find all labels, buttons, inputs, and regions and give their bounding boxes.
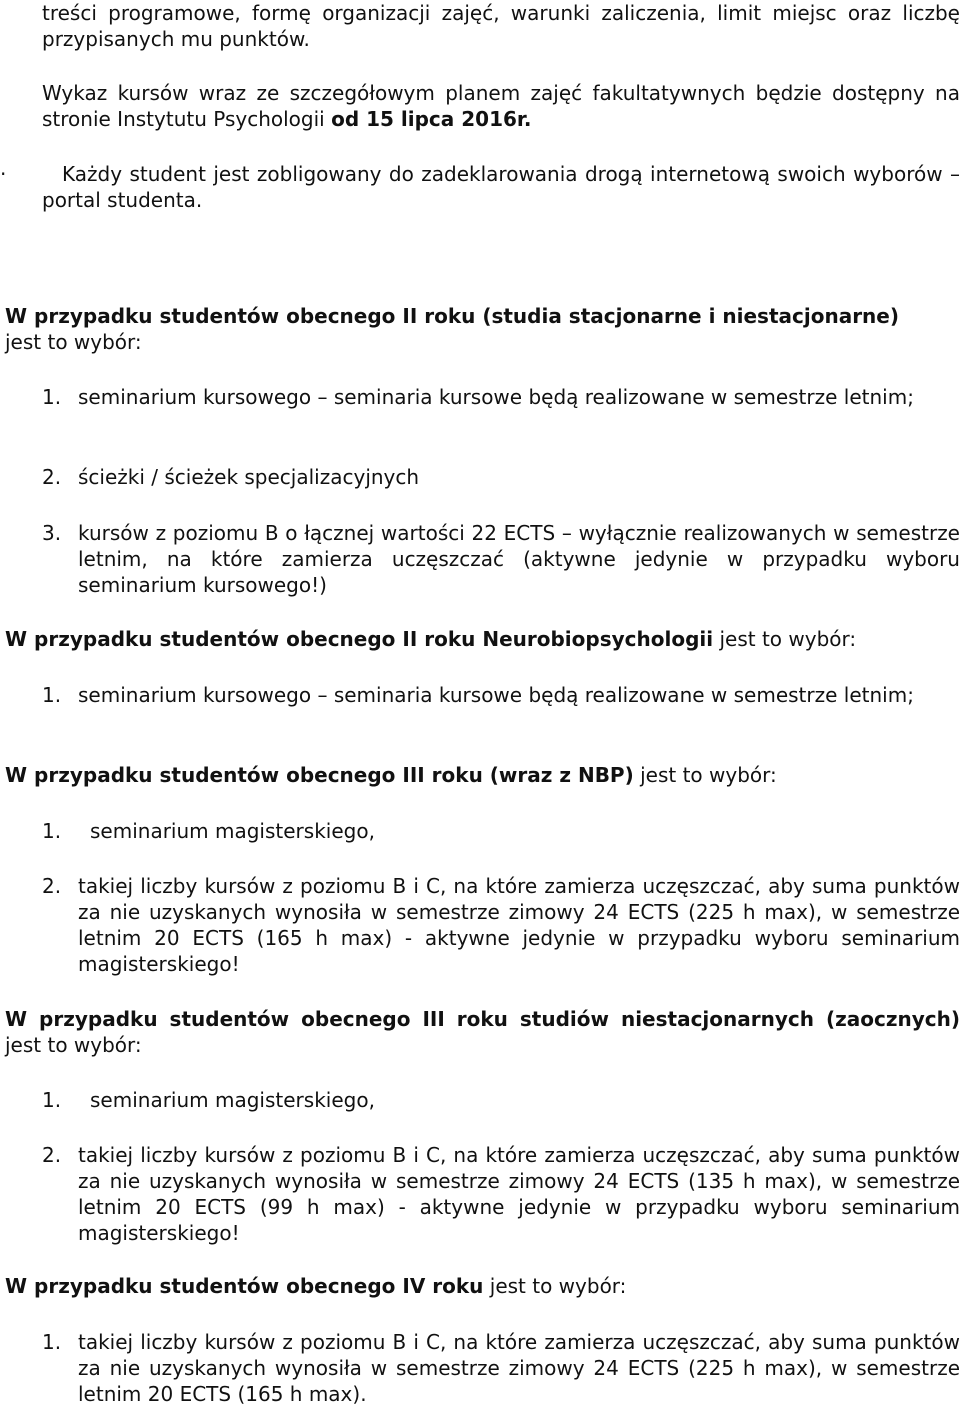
list-item-text: takiej liczby kursów z poziomu B i C, na które zamierza uczęszczać, aby suma punktów za nie uzyskanych wynosiła w semestrze zimowy 24 ECTS (225 h max), w semestrze letnim 20 ECTS (165 h max) - aktywne jedynie w przypadku wyboru seminarium magisterskiego! [78, 874, 960, 976]
section-heading-year2-bold: W przypadku studentów obecnego II roku (studia stacjonarne i niestacjonarne) [5, 304, 900, 328]
list-item-number: 1. [42, 683, 62, 707]
course-list-text: Wykaz kursów wraz ze szczegółowym planem zajęć fakultatywnych będzie dostępny na stronie Instytutu Psychologii [42, 81, 960, 131]
list-item-number: 1. [42, 819, 62, 843]
list-item-text: seminarium kursowego – seminaria kursowe będą realizowane w semestrze letnim; [78, 385, 914, 409]
list-item [0, 1142, 960, 1246]
list-item-text: seminarium magisterskiego, [90, 819, 375, 843]
list-item-text: seminarium kursowego – seminaria kursowe będą realizowane w semestrze letnim; [78, 683, 914, 707]
list-item [0, 464, 960, 490]
course-list-date: od 15 lipca 2016r. [331, 107, 532, 131]
section-heading-year3-extramural-rest: jest to wybór: [5, 1033, 142, 1057]
intro-paragraph-text: treści programowe, formę organizacji zajęć, warunki zaliczenia, limit miejsc oraz liczbę przypisanych mu punktów. [42, 1, 960, 51]
list-item-number: 2. [42, 465, 62, 489]
list-item [0, 1087, 960, 1113]
list-item [0, 818, 960, 844]
list-item-number: 2. [42, 1143, 62, 1167]
section-heading-year2-nbp [5, 626, 960, 652]
declaration-text [42, 161, 960, 213]
list-item-text: takiej liczby kursów z poziomu B i C, na które zamierza uczęszczać, aby suma punktów za nie uzyskanych wynosiła w semestrze zimowy 24 ECTS (135 h max), w semestrze letnim 20 ECTS (99 h max) - aktywne jedynie w przypadku wyboru seminarium magisterskiego! [78, 1143, 960, 1245]
section-heading-year2-rest: jest to wybór: [5, 330, 142, 354]
list-item-number: 1. [42, 1330, 62, 1354]
section-heading-year2 [5, 303, 960, 355]
section-heading-year4-rest: jest to wybór: [483, 1274, 627, 1298]
list-item-number: 1. [42, 385, 62, 409]
course-list-paragraph [42, 80, 960, 132]
list-item-text: seminarium magisterskiego, [90, 1088, 375, 1112]
list-item-number: 1. [42, 1088, 62, 1112]
list-item-text: kursów z poziomu B o łącznej wartości 22 ECTS – wyłącznie realizowanych w semestrze letnim, na które zamierza uczęszczać (aktywne jedynie w przypadku wyboru seminarium kursowego!) [78, 521, 960, 597]
bullet-dot-icon: · [0, 162, 7, 186]
section-heading-year3 [5, 762, 960, 788]
declaration-bullet-item [0, 161, 960, 213]
list-item [0, 520, 960, 598]
section-heading-year2-nbp-rest: jest to wybór: [713, 627, 857, 651]
intro-paragraph [42, 0, 960, 52]
list-item-number: 3. [42, 521, 62, 545]
list-item [0, 1329, 960, 1407]
section-heading-year3-extramural-bold: W przypadku studentów obecnego III roku studiów niestacjonarnych (zaocznych) [5, 1007, 960, 1031]
list-item-text: takiej liczby kursów z poziomu B i C, na które zamierza uczęszczać, aby suma punktów za nie uzyskanych wynosiła w semestrze zimowy 24 ECTS (225 h max), w semestrze letnim 20 ECTS (165 h max). [78, 1330, 960, 1406]
section-heading-year4 [5, 1273, 960, 1299]
section-heading-year3-extramural [5, 1006, 960, 1058]
list-item [0, 384, 960, 436]
list-item-text: ścieżki / ścieżek specjalizacyjnych [78, 465, 420, 489]
section-heading-year3-rest: jest to wybór: [633, 763, 777, 787]
list-item-number: 2. [42, 874, 62, 898]
section-heading-year4-bold: W przypadku studentów obecnego IV roku [5, 1274, 484, 1298]
declaration-text-content: Każdy student jest zobligowany do zadeklarowania drogą internetową swoich wyborów – portal studenta. [42, 162, 960, 212]
section-heading-year3-bold: W przypadku studentów obecnego III roku (wraz z NBP) [5, 763, 634, 787]
section-heading-year2-nbp-bold: W przypadku studentów obecnego II roku Neurobiopsychologii [5, 627, 714, 651]
list-item [0, 682, 960, 734]
list-item [0, 873, 960, 977]
